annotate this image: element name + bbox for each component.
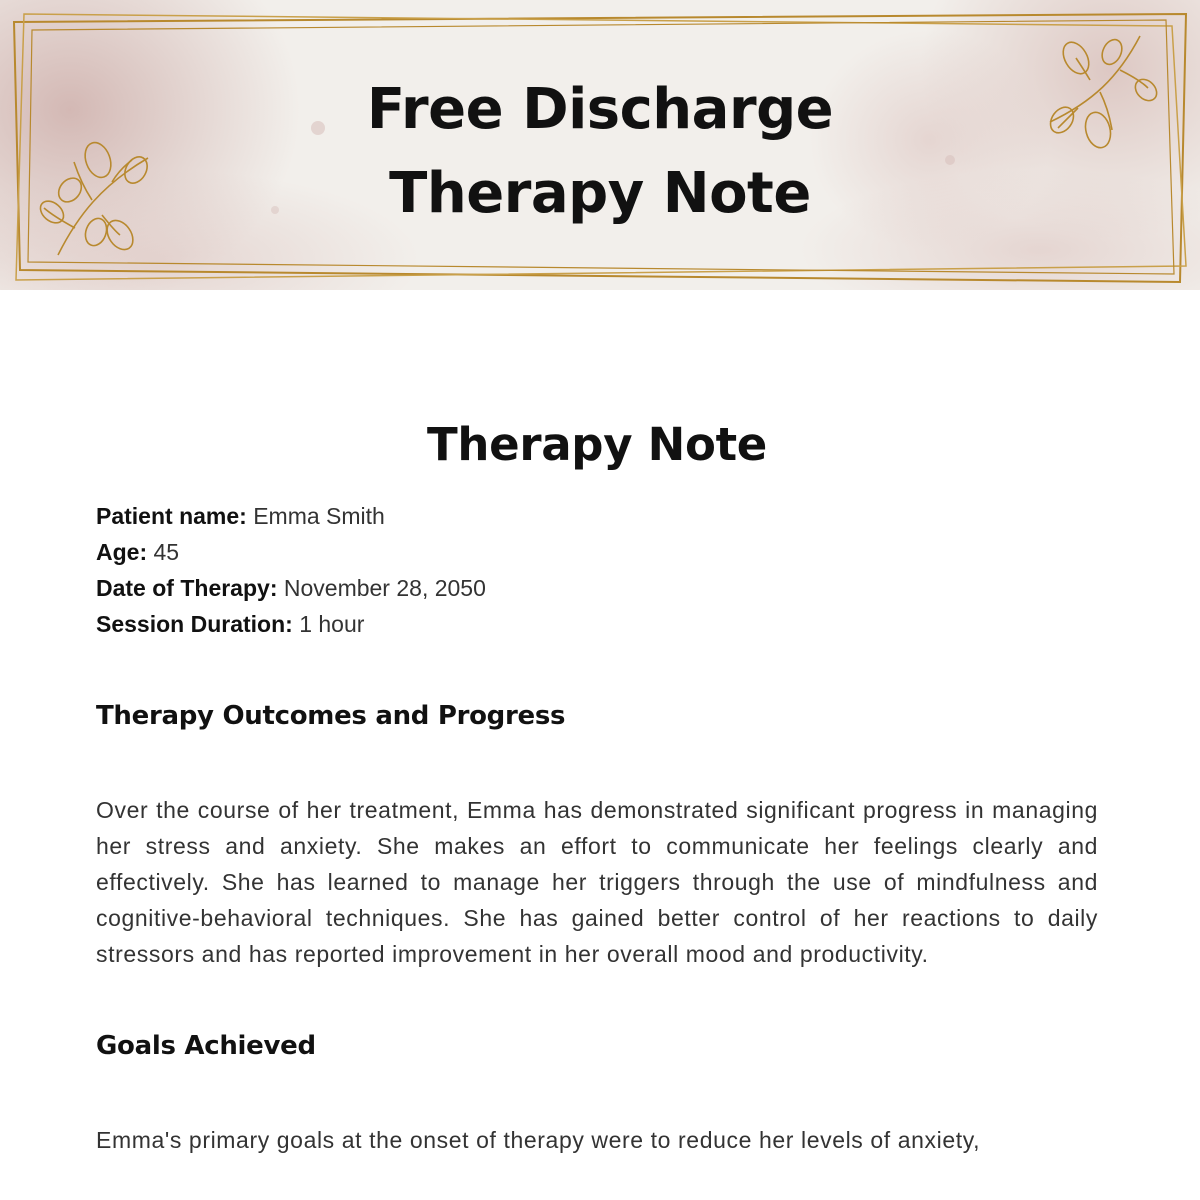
info-row-duration [96, 606, 1098, 642]
info-label: Session Duration: [96, 611, 293, 637]
section-heading-goals: Goals Achieved [96, 1031, 316, 1061]
banner-title-line2: Therapy Note [389, 161, 811, 226]
patient-info [96, 498, 1098, 642]
document-title: Therapy Note [426, 418, 768, 471]
section-body-goals: Emma's primary goals at the onset of therapy were to reduce her levels of anxiety, [96, 1127, 981, 1153]
section-body-outcomes: Over the course of her treatment, Emma has demonstrated significant progress in managing her stress and anxiety. She makes an effort to communicate her feelings clearly and effectively. She has learned to manage her triggers through the use of mindfulness and cognitive-behavioral techniques. She has gained better control of her reactions to daily stressors and has reported improvement in her overall mood and productivity. [96, 797, 1098, 967]
section-heading-outcomes: Therapy Outcomes and Progress [96, 701, 566, 731]
info-value: November 28, 2050 [283, 575, 486, 601]
banner-title-line1: Free Discharge [366, 77, 834, 142]
banner-title [0, 68, 1200, 236]
info-row-patient-name [96, 498, 1098, 534]
info-label: Date of Therapy: [96, 575, 278, 601]
info-value: 1 hour [299, 611, 365, 637]
info-label: Patient name: [96, 503, 247, 529]
info-value: Emma Smith [253, 503, 385, 529]
info-label: Age: [96, 539, 148, 565]
info-value: 45 [153, 539, 180, 565]
info-row-date [96, 570, 1098, 606]
header-banner [0, 0, 1200, 290]
info-row-age [96, 534, 1098, 570]
document-body [96, 410, 1098, 1158]
